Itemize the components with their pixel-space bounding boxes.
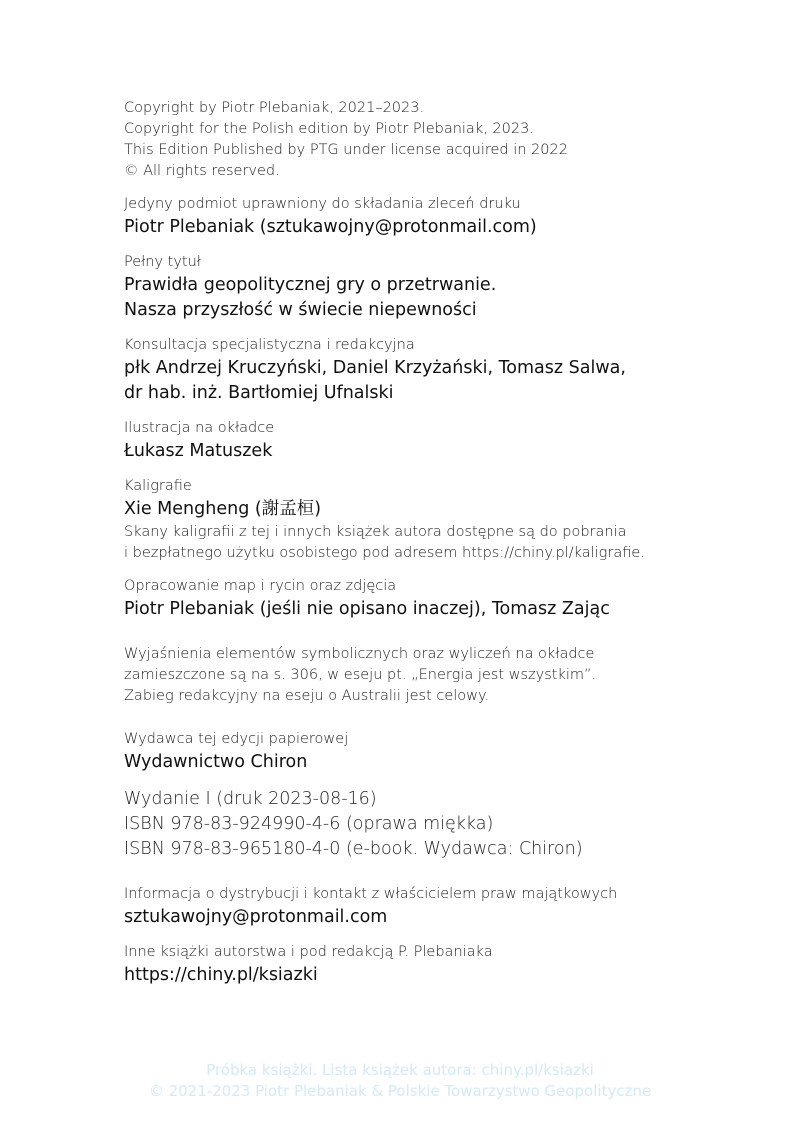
full-title-label: Pełny tytuł <box>124 254 201 270</box>
full-title-line-1: Prawidła geopolitycznej gry o przetrwanie. <box>124 275 497 295</box>
consultation-line-2: dr hab. inż. Bartłomiej Ufnalski <box>124 383 394 403</box>
other-books-block <box>124 942 764 988</box>
consultation-block <box>124 335 764 406</box>
maps-label: Opracowanie map i rycin oraz zdjęcia <box>124 578 397 594</box>
calligraphy-note-1: Skany kaligrafii z tej i innych książek autora dostępne są do pobrania <box>124 524 627 540</box>
copyright-line-4: © All rights reserved. <box>124 163 280 179</box>
cover-illustration-value: Łukasz Matuszek <box>124 441 273 461</box>
copyright-line-1: Copyright by Piotr Plebaniak, 2021–2023. <box>124 100 425 116</box>
isbn-ebook: ISBN 978-83-965180-4-0 (e-book. Wydawca: Chiron) <box>124 839 583 859</box>
calligraphy-close-paren: ) <box>314 499 322 519</box>
print-orders-block <box>124 194 764 240</box>
maps-block <box>124 576 764 622</box>
copyright-line-3: This Edition Published by PTG under license acquired in 2022 <box>124 142 568 158</box>
calligraphy-chinese-name: 謝孟桓 <box>261 499 315 519</box>
isbn-paperback: ISBN 978-83-924990-4-6 (oprawa miękka) <box>124 814 494 834</box>
distribution-block <box>124 884 764 930</box>
consultation-label: Konsultacja specjalistyczna i redakcyjna <box>124 337 415 353</box>
edition-line-1: Wydanie I (druk 2023-08-16) <box>124 789 377 809</box>
calligraphy-block <box>124 476 764 564</box>
edition-block <box>124 787 764 862</box>
print-orders-value: Piotr Plebaniak (sztukawojny@protonmail.com) <box>124 217 537 237</box>
other-books-link: https://chiny.pl/ksiazki <box>124 965 318 985</box>
calligraphy-value <box>124 497 764 522</box>
full-title-line-2: Nasza przyszłość w świecie niepewności <box>124 300 477 320</box>
explanations-line-2: zamieszczone są na s. 306, w eseju pt. „Energia jest wszystkim”. <box>124 667 597 683</box>
distribution-email: sztukawojny@protonmail.com <box>124 907 388 927</box>
calligraphy-name: Xie Mengheng ( <box>124 499 262 519</box>
print-orders-label: Jedyny podmiot uprawniony do składania zleceń druku <box>124 196 521 212</box>
copyright-block <box>124 98 764 182</box>
calligraphy-label: Kaligrafie <box>124 478 192 494</box>
consultation-line-1: płk Andrzej Kruczyński, Daniel Krzyżański, Tomasz Salwa, <box>124 358 626 378</box>
full-title-block <box>124 252 764 323</box>
watermark-line-2: © 2021-2023 Piotr Plebaniak & Polskie Towarzystwo Geopolityczne <box>148 1082 652 1100</box>
calligraphy-note-2: i bezpłatnego użytku osobistego pod adresem https://chiny.pl/kaligrafie. <box>124 545 645 561</box>
explanations-line-1: Wyjaśnienia elementów symbolicznych oraz wyliczeń na okładce <box>124 646 595 662</box>
publisher-block <box>124 729 764 775</box>
other-books-label: Inne książki autorstwa i pod redakcją P. Plebaniaka <box>124 944 493 960</box>
explanations-line-3: Zabieg redakcyjny na eseju o Australii jest celowy. <box>124 688 490 704</box>
cover-illustration-block <box>124 418 764 464</box>
distribution-label: Informacja o dystrybucji i kontakt z właścicielem praw majątkowych <box>124 886 618 902</box>
cover-illustration-label: Ilustracja na okładce <box>124 420 275 436</box>
watermark-line-1: Próbka książki. Lista książek autora: chiny.pl/ksiazki <box>206 1061 594 1079</box>
publisher-value: Wydawnictwo Chiron <box>124 752 308 772</box>
maps-value: Piotr Plebaniak (jeśli nie opisano inaczej), Tomasz Zając <box>124 599 610 619</box>
explanations-block <box>124 644 764 707</box>
publisher-label: Wydawca tej edycji papierowej <box>124 731 349 747</box>
colophon <box>124 98 764 1000</box>
copyright-line-2: Copyright for the Polish edition by Piotr Plebaniak, 2023. <box>124 121 534 137</box>
